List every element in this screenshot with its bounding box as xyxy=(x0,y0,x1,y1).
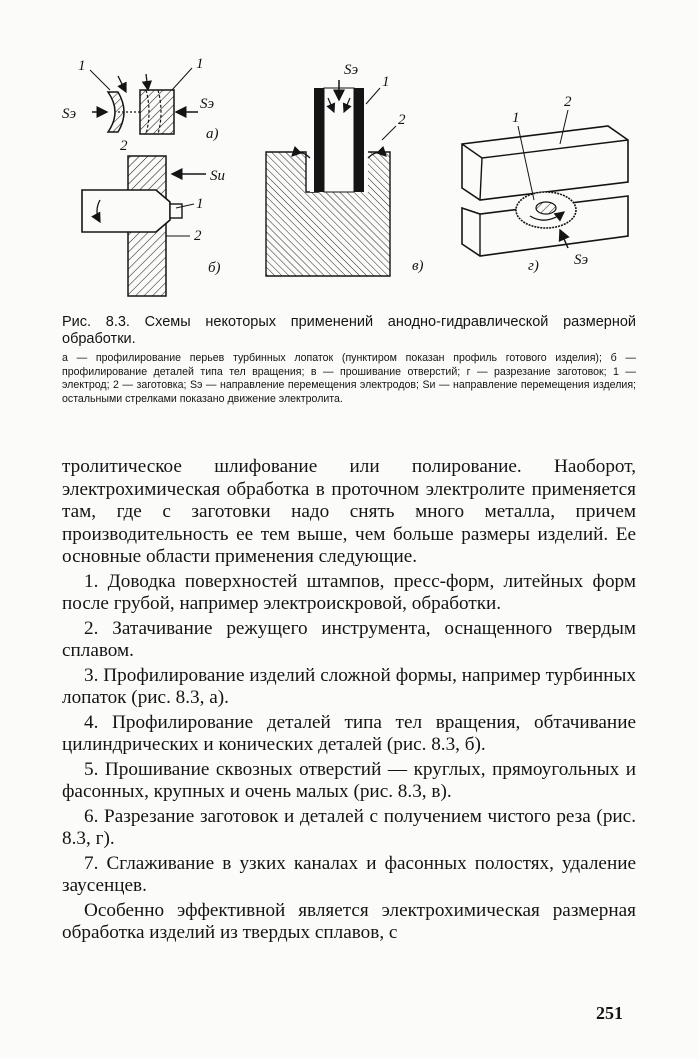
label-a-1-right: 1 xyxy=(196,56,204,72)
label-a-1-left: 1 xyxy=(78,58,86,74)
list-item: 3. Профилирование изделий сложной формы, например турбинных лопаток (рис. 8.3, а). xyxy=(62,664,636,708)
label-v-2: 2 xyxy=(398,112,406,128)
list-item: 2. Затачивание режущего инструмента, оснащенного твердым сплавом. xyxy=(62,617,636,661)
subfigure-b xyxy=(82,156,225,296)
label-a-sub: а) xyxy=(206,126,219,142)
list-item: 4. Профилирование деталей типа тел вращения, обтачивание цилиндрических и конических деталей (рис. 8.3, б). xyxy=(62,711,636,755)
label-g-1: 1 xyxy=(512,110,520,126)
label-a-2: 2 xyxy=(120,138,128,154)
figure-legend: а — профилирование перьев турбинных лопаток (пунктиром показан профиль готового изделия); б — профилирование деталей типа тел вращения; в — прошивание отверстий; г — разрезание заготовок; 1 — электрод; 2 — заготовка; Sэ — направление перемещения электродов; Sи — направление перемещения изделия; остальными стрелками показано движение электролита. xyxy=(62,352,636,405)
subfigure-a xyxy=(62,56,219,154)
list-item: 6. Разрезание заготовок и деталей с получением чистого реза (рис. 8.3, г). xyxy=(62,805,636,849)
list-item: 5. Прошивание сквозных отверстий — круглых, прямоугольных и фасонных, крупных и очень малых (рис. 8.3, в). xyxy=(62,758,636,802)
label-g-sub: г) xyxy=(528,258,539,274)
label-a-s-left: Sэ xyxy=(62,106,77,122)
label-v-sub: в) xyxy=(412,258,424,274)
label-v-s: Sэ xyxy=(344,62,359,78)
label-g-s: Sэ xyxy=(574,252,589,268)
figure-caption: Рис. 8.3. Схемы некоторых применений анодно-гидравлической размерной обработки. xyxy=(62,314,636,347)
paragraph: Особенно эффективной является электрохимическая размерная обработка изделий из твердых сплавов, с xyxy=(62,899,636,943)
label-b-1: 1 xyxy=(196,196,204,212)
label-g-2: 2 xyxy=(564,94,572,110)
label-b-sub: б) xyxy=(208,260,221,276)
label-v-1: 1 xyxy=(382,74,390,90)
subfigure-v xyxy=(266,62,424,276)
subfigure-g xyxy=(462,94,628,274)
body-text xyxy=(62,456,636,947)
label-b-2: 2 xyxy=(194,228,202,244)
paragraph: тролитическое шлифование или полирование. Наоборот, электрохимическая обработка в проточном электролите применяется там, где с заготовки надо снять много металла, причем производительность ее тем выше, чем больше размеры изделий. Ее основные области применения следующие. xyxy=(62,456,636,567)
list-item: 7. Сглаживание в узких каналах и фасонных полостях, удаление заусенцев. xyxy=(62,852,636,896)
page-number: 251 xyxy=(596,1003,623,1023)
label-b-s: Sи xyxy=(210,168,225,184)
list-item: 1. Доводка поверхностей штампов, пресс-форм, литейных форм после грубой, например электроискровой, обработки. xyxy=(62,570,636,614)
label-a-s-right: Sэ xyxy=(200,96,215,112)
figure-8-3 xyxy=(60,40,650,300)
